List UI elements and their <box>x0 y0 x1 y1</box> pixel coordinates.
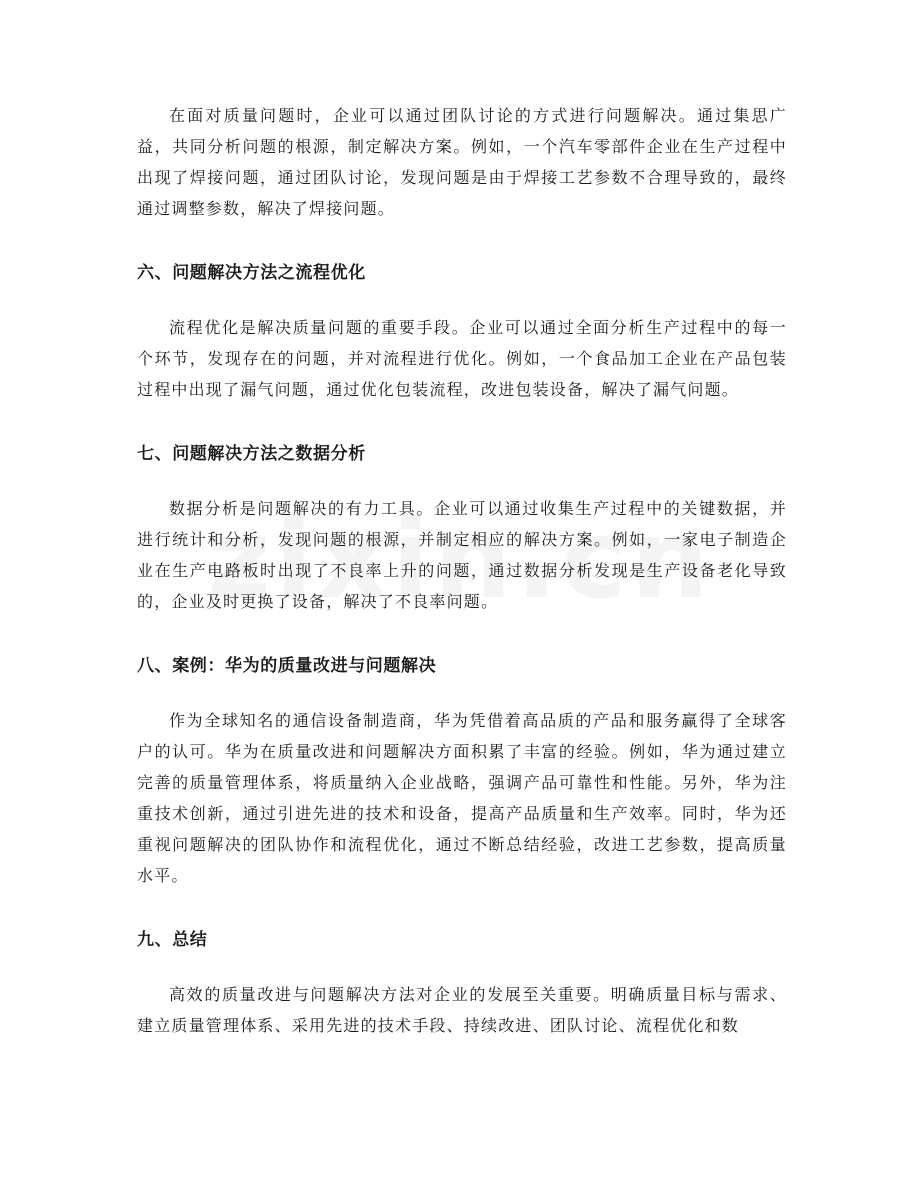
document-body <box>137 100 787 1041</box>
paragraph-summary: 高效的质量改进与问题解决方法对企业的发展至关重要。明确质量目标与需求、建立质量管理体系、采用先进的技术手段、持续改进、团队讨论、流程优化和数 <box>137 985 787 1035</box>
paragraph-process-optimization: 流程优化是解决质量问题的重要手段。企业可以通过全面分析生产过程中的每一个环节，发现存在的问题，并对流程进行优化。例如，一个食品加工企业在产品包装过程中出现了漏气问题，通过优化包装流程，改进包装设备，解决了漏气问题。 <box>137 318 787 399</box>
heading-summary: 九、总结 <box>137 930 208 950</box>
heading-data-analysis: 七、问题解决方法之数据分析 <box>137 444 366 464</box>
paragraph-team-discussion: 在面对质量问题时，企业可以通过团队讨论的方式进行问题解决。通过集思广益，共同分析问题的根源，制定解决方案。例如，一个汽车零部件企业在生产过程中出现了焊接问题，通过团队讨论，发现问题是由于焊接工艺参数不合理导致的，最终通过调整参数，解决了焊接问题。 <box>137 106 787 218</box>
heading-huawei-case: 八、案例：华为的质量改进与问题解决 <box>137 656 437 676</box>
paragraph-huawei-case: 作为全球知名的通信设备制造商，华为凭借着高品质的产品和服务赢得了全球客户的认可。华为在质量改进和问题解决方面积累了丰富的经验。例如，华为通过建立完善的质量管理体系，将质量纳入企业战略，强调产品可靠性和性能。另外，华为注重技术创新，通过引进先进的技术和设备，提高产品质量和生产效率。同时，华为还重视问题解决的团队协作和流程优化，通过不断总结经验，改进工艺参数，提高质量水平。 <box>137 711 787 885</box>
heading-process-optimization: 六、问题解决方法之流程优化 <box>137 263 366 283</box>
paragraph-data-analysis: 数据分析是问题解决的有力工具。企业可以通过收集生产过程中的关键数据，并进行统计和分析，发现问题的根源，并制定相应的解决方案。例如，一家电子制造企业在生产电路板时出现了不良率上升的问题，通过数据分析发现是生产设备老化导致的，企业及时更换了设备，解决了不良率问题。 <box>137 499 787 611</box>
